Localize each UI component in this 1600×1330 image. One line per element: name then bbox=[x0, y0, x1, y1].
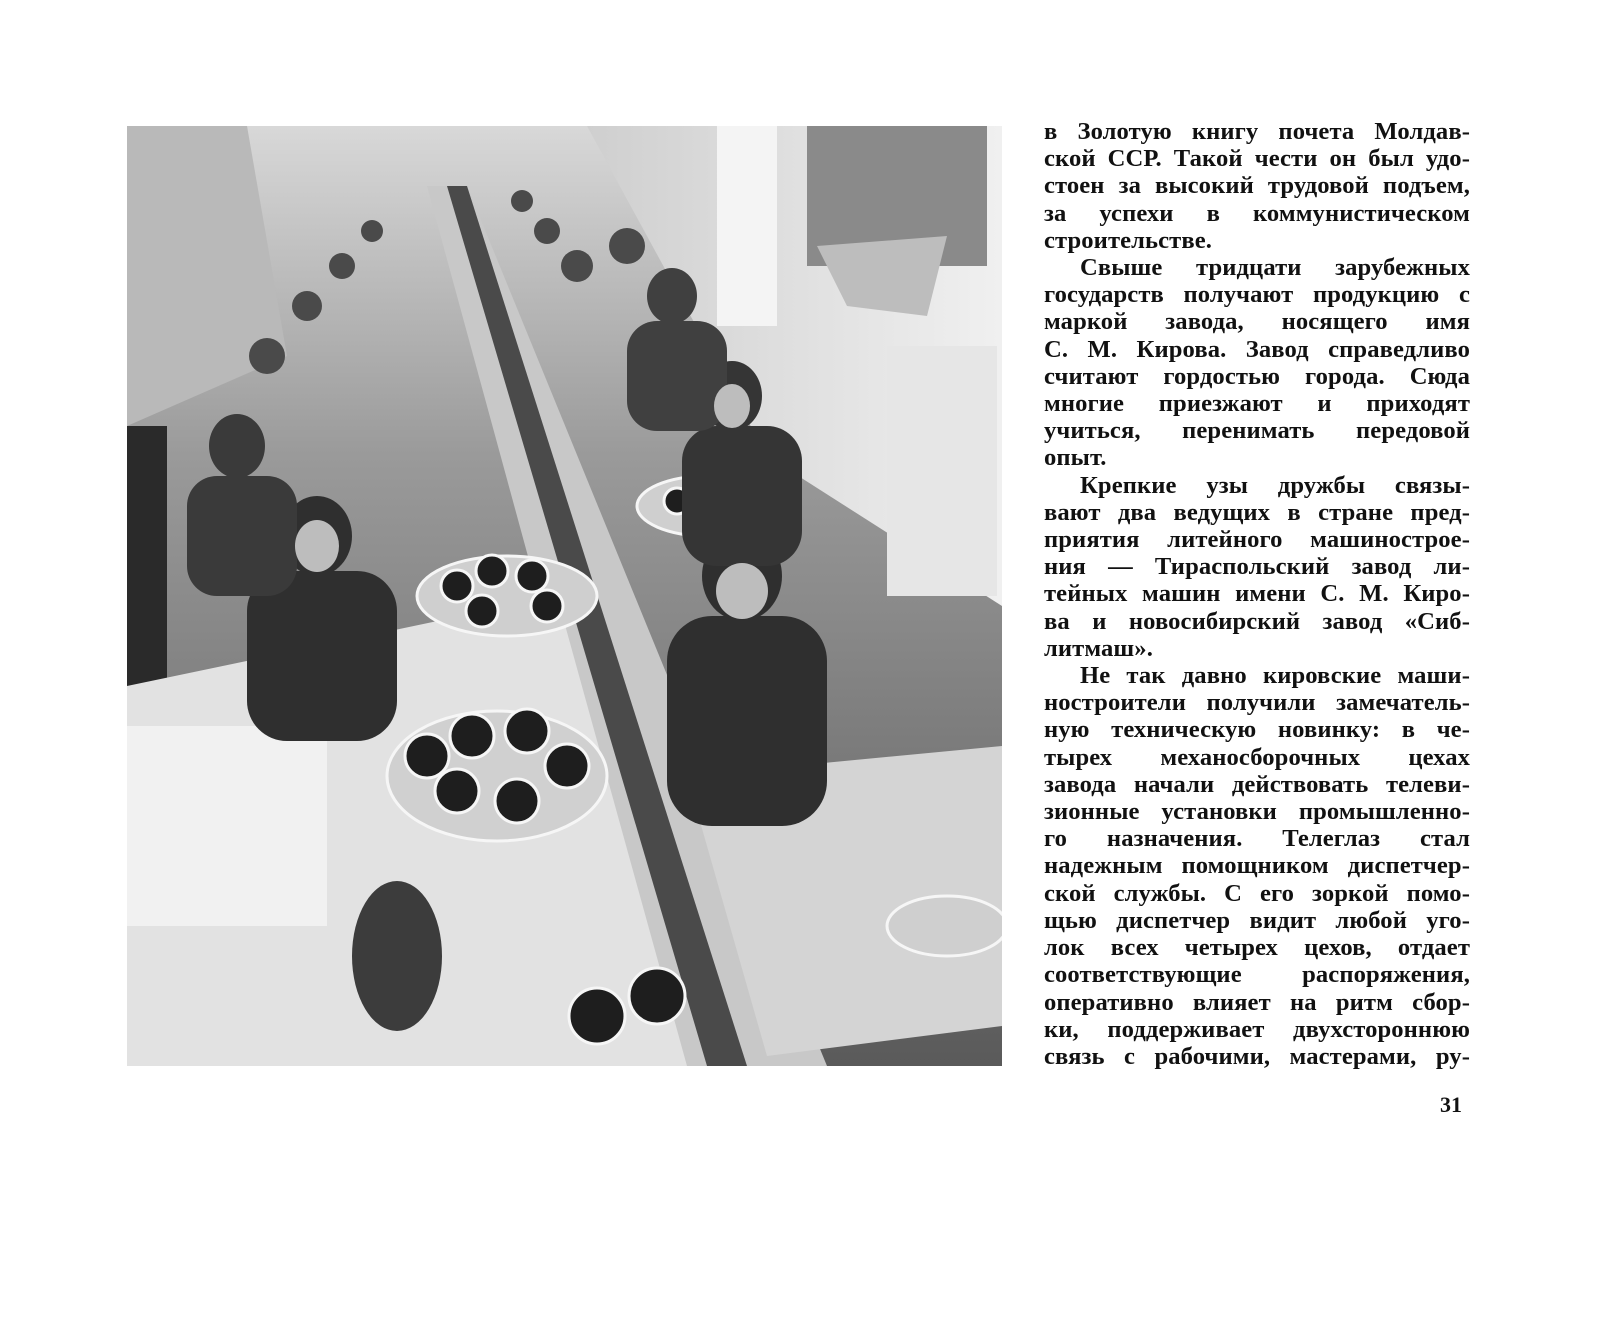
text-line: зионные установки промышленно- bbox=[1044, 798, 1470, 826]
photo-illustration bbox=[127, 126, 1002, 1066]
text-line: тырех механосборочных цехах bbox=[1044, 743, 1470, 771]
text-line: ва и новосибирский завод «Сиб- bbox=[1044, 607, 1470, 635]
text-line: Не так давно кировские маши- bbox=[1080, 662, 1470, 690]
text-line: оперативно влияет на ритм сбор- bbox=[1044, 988, 1470, 1016]
text-line: вают два ведущих в стране пред- bbox=[1044, 498, 1470, 526]
text-line: ской службы. С его зоркой помо- bbox=[1044, 879, 1470, 907]
text-line: щью диспетчер видит любой уго- bbox=[1044, 906, 1470, 934]
text-line: маркой завода, носящего имя bbox=[1044, 308, 1470, 336]
page-number: 31 bbox=[1440, 1092, 1462, 1117]
text-line: стоен за высокий трудовой подъем, bbox=[1044, 172, 1470, 200]
paragraph-1 bbox=[1044, 118, 1470, 254]
body-text bbox=[1044, 118, 1470, 1070]
text-line: С. М. Кирова. Завод справедливо bbox=[1044, 335, 1470, 363]
text-line: литмаш». bbox=[1044, 634, 1153, 662]
paragraph-3 bbox=[1044, 472, 1470, 662]
text-line: приятия литейного машинострое- bbox=[1044, 526, 1470, 554]
text-line: соответствующие распоряжения, bbox=[1044, 961, 1470, 989]
paragraph-4 bbox=[1044, 662, 1470, 1070]
text-line: лок всех четырех цехов, отдает bbox=[1044, 934, 1470, 962]
text-line: ки, поддерживает двухстороннюю bbox=[1044, 1015, 1470, 1043]
text-line: учиться, перенимать передовой bbox=[1044, 417, 1470, 445]
text-line: ния — Тираспольский завод ли- bbox=[1044, 553, 1470, 581]
text-line: считают гордостью города. Сюда bbox=[1044, 362, 1470, 390]
text-line: опыт. bbox=[1044, 444, 1107, 472]
text-line: в Золотую книгу почета Молдав- bbox=[1044, 118, 1470, 145]
text-line: Свыше тридцати зарубежных bbox=[1080, 254, 1470, 282]
text-line: го назначения. Телеглаз стал bbox=[1044, 825, 1470, 853]
text-line: ностроители получили замечатель- bbox=[1044, 689, 1470, 717]
text-line: государств получают продукцию с bbox=[1044, 281, 1470, 309]
text-line: ской ССР. Такой чести он был удо- bbox=[1044, 145, 1470, 173]
text-line: за успехи в коммунистическом bbox=[1044, 199, 1470, 227]
text-line: завода начали действовать телеви- bbox=[1044, 770, 1470, 798]
text-line: связь с рабочими, мастерами, ру- bbox=[1044, 1042, 1470, 1070]
text-line: Крепкие узы дружбы связы- bbox=[1080, 471, 1470, 499]
text-line: надежным помощником диспетчер- bbox=[1044, 852, 1470, 880]
text-line: тейных машин имени С. М. Киро- bbox=[1044, 580, 1470, 608]
factory-assembly-line-photo bbox=[127, 126, 1002, 1066]
text-line: строительстве. bbox=[1044, 226, 1212, 254]
text-line: ную техническую новинку: в че- bbox=[1044, 716, 1470, 744]
text-line: многие приезжают и приходят bbox=[1044, 390, 1470, 418]
paragraph-2 bbox=[1044, 254, 1470, 472]
